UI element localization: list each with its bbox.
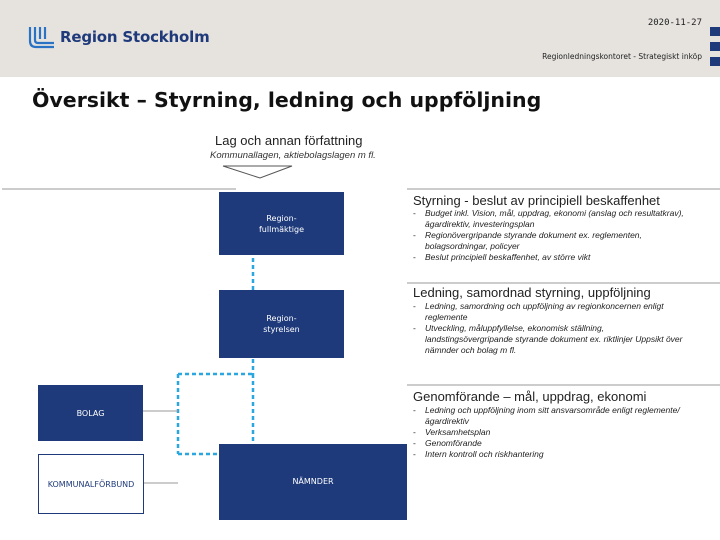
box-label: Region- fullmäktige	[258, 213, 305, 234]
box-kommunalforbund[interactable]	[38, 454, 144, 514]
bullet-item: - Beslut principiell beskaffenhet, av större vikt	[413, 252, 693, 263]
law-arrow	[223, 166, 292, 178]
law-subtitle: Kommunallagen, aktiebolagslagen m fl.	[210, 150, 376, 161]
bullet-item: - Verksamhetsplan	[413, 427, 693, 438]
bullet-item: - Ledning, samordning och uppföljning av regionkoncernen enligt reglemente	[413, 301, 693, 323]
box-regionfullmaktige[interactable]	[219, 192, 344, 255]
box-label: Region- styrelsen	[263, 314, 300, 334]
box-bolag[interactable]	[38, 385, 143, 441]
box-regionstyrelsen[interactable]	[219, 290, 344, 358]
bullet-item: - Intern kontroll och riskhantering	[413, 449, 693, 460]
department-label: Regionledningskontoret - Strategiskt inköp	[542, 52, 702, 61]
section-title-genomforande: Genomförande – mål, uppdrag, ekonomi	[413, 389, 647, 404]
org-name: Region Stockholm	[60, 28, 210, 46]
page-title: Översikt – Styrning, ledning och uppföljning	[32, 88, 542, 112]
section-title-styrning: Styrning - beslut av principiell beskaffenhet	[413, 193, 660, 208]
box-label: BOLAG	[76, 408, 105, 418]
date-label: 2020-11-27	[647, 18, 702, 28]
section-bullets-ledning	[413, 301, 693, 356]
bullet-item: - Ledning och uppföljning inom sitt ansvarsområde enligt reglemente/ägardirektiv	[413, 405, 693, 427]
box-label: NÄMNDER	[292, 477, 334, 486]
box-label: KOMMUNALFÖRBUND	[47, 479, 135, 489]
section-title-ledning: Ledning, samordnad styrning, uppföljning	[413, 285, 651, 300]
law-title: Lag och annan författning	[215, 133, 363, 148]
box-namnder[interactable]	[219, 444, 407, 520]
section-bullets-genomforande	[413, 405, 693, 460]
section-bullets-styrning	[413, 208, 693, 263]
bullet-item: - Regionövergripande styrande dokument ex. reglementen, bolagsordningar, policyer	[413, 230, 693, 252]
bullet-item: - Genomförande	[413, 438, 693, 449]
bullet-item: - Utveckling, måluppfyllelse, ekonomisk ställning, landstingsövergripande styrande dokument ex. riktlinjer Uppsikt över nämnder och bolag m fl.	[413, 323, 693, 356]
bullet-item: - Budget inkl. Vision, mål, uppdrag, ekonomi (anslag och resultatkrav), ägardirektiv, investeringsplan	[413, 208, 693, 230]
